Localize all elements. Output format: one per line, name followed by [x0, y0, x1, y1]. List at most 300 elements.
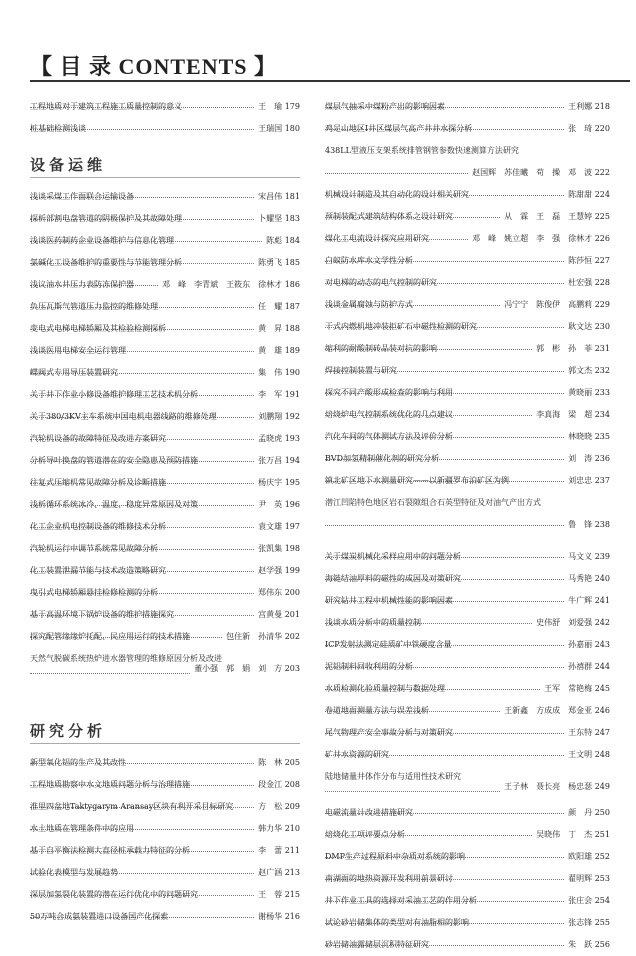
entry-author: 翟明辉 — [568, 874, 593, 883]
toc-entry[interactable] — [325, 96, 610, 118]
entry-author: 刘鹏翔 — [258, 412, 283, 421]
toc-entry[interactable] — [325, 656, 610, 678]
toc-entry[interactable] — [325, 316, 610, 338]
toc-entry[interactable] — [30, 406, 300, 428]
entry-page: 238 — [594, 520, 610, 529]
entry-author: 张凯集 — [258, 544, 283, 553]
entry-title: 镇北矿区地下水测量研究——以新疆罗布泊矿区为例 — [325, 476, 509, 485]
entry-author-page — [255, 544, 300, 554]
toc-entry[interactable] — [325, 272, 610, 294]
entry-page: 218 — [594, 102, 610, 111]
entry-author-page — [565, 750, 610, 760]
entry-title: 试论砂岩储集体的类型对有油脂相的影响 — [325, 918, 469, 927]
entry-title: 试验化表模型与发展趋势 — [30, 868, 118, 877]
entry-author: 王 瑜 — [258, 102, 283, 111]
toc-entry[interactable] — [30, 774, 300, 796]
entry-page: 256 — [594, 940, 610, 949]
entry-title: 蝶阀式专用导压装置研究 — [30, 368, 118, 377]
entry-title: 变电式电梯电梯轿厢及其检验检测探析 — [30, 324, 166, 333]
toc-entry[interactable] — [325, 404, 610, 426]
entry-author-page — [469, 168, 610, 178]
entry-page: 203 — [284, 664, 300, 673]
entry-author-page — [255, 802, 300, 812]
entry-page: 234 — [594, 410, 610, 419]
entry-title: 探析部割电盘管道的阴极保护及其故障处理 — [30, 214, 182, 223]
toc-entry[interactable] — [30, 450, 300, 472]
entry-page: 185 — [284, 258, 300, 267]
entry-title: 天然气脱碳系统热炉进水器管理的维修原因分析及改进 — [30, 654, 222, 662]
entry-page: 181 — [284, 192, 300, 201]
entry-title: 化工企业机电控制设备的维修技术分析 — [30, 522, 166, 531]
entry-title: 438LL型液压支架系统排管钢管参数快速测算方法研究 — [325, 146, 519, 155]
entry-page: 248 — [594, 750, 610, 759]
entry-page: 253 — [594, 874, 610, 883]
entry-author-page — [565, 366, 610, 376]
entry-title: 浅议油水井压力表防冻保护器 — [30, 280, 134, 289]
entry-page: 242 — [594, 618, 610, 627]
toc-entry[interactable] — [325, 426, 610, 448]
entry-title: 深层加氢裂化装置的潜在运行优化中的问题研究 — [30, 890, 198, 899]
toc-entry[interactable] — [325, 250, 610, 272]
toc-entry[interactable] — [325, 700, 610, 722]
toc-entry[interactable] — [30, 208, 300, 230]
entry-title: 浅谈医用电梯安全运行管理 — [30, 346, 126, 355]
section-header — [30, 144, 300, 182]
entry-author: 王新鑫 方成成 郑金亚 — [504, 706, 593, 715]
entry-page: 226 — [594, 234, 610, 243]
entry-author-page — [191, 664, 300, 674]
entry-author-page — [255, 434, 300, 444]
entry-page: 249 — [594, 782, 610, 791]
entry-title: 焙烧炉电气控制系统优化的几点建议 — [325, 410, 453, 419]
toc-entry[interactable] — [30, 96, 300, 118]
entry-page: 201 — [284, 610, 300, 619]
entry-title: 浅谈金属腐蚀与防护方式 — [325, 300, 413, 309]
entry-author: 包住新 孙清华 — [226, 632, 283, 641]
toc-entry[interactable] — [325, 802, 610, 824]
entry-page: 191 — [284, 390, 300, 399]
entry-title: 煤层气抽采中煤粉产出的影响因素 — [325, 102, 445, 111]
entry-page: 255 — [594, 918, 610, 927]
entry-title: 泥铝制料回收利用的分析 — [325, 662, 413, 671]
toc-entry[interactable] — [30, 516, 300, 538]
toc-entry[interactable] — [30, 384, 300, 406]
toc-entry[interactable] — [325, 382, 610, 404]
entry-author-page — [255, 588, 300, 598]
entry-author: 李 军 — [258, 390, 283, 399]
entry-author-page — [255, 412, 300, 422]
entry-author: 李真海 梁 超 — [536, 410, 593, 419]
entry-author-page — [565, 852, 610, 862]
entry-author-page — [255, 102, 300, 112]
toc-entry[interactable] — [325, 492, 610, 514]
entry-title: DMP生产过程原料中杂质对系统的影响 — [325, 852, 465, 861]
entry-author-page — [565, 808, 610, 818]
entry-author: 王军 常艳梅 — [544, 684, 593, 693]
entry-title: 电磁流量计改进措施研究 — [325, 808, 413, 817]
entry-author-page — [565, 574, 610, 584]
toc-entry[interactable] — [30, 840, 300, 862]
entry-title: 浅析循环系统冰冷、温度、稳度异常原因及对策 — [30, 500, 198, 509]
entry-author-page — [255, 124, 300, 134]
toc-entry[interactable] — [30, 818, 300, 840]
entry-author: 邓 峰 姚立超 李 强 徐林才 — [472, 234, 593, 243]
entry-page: 195 — [284, 478, 300, 487]
entry-author-page — [255, 214, 300, 224]
entry-title: 砂岩储油露储层沉积特征研究 — [325, 940, 429, 949]
toc-entry[interactable] — [325, 868, 610, 890]
entry-author: 赵国辉 苏佳曦 苟 操 邓 波 — [472, 168, 593, 177]
toc-entry[interactable] — [30, 862, 300, 884]
entry-author-page — [565, 940, 610, 950]
toc-entry[interactable] — [325, 890, 610, 912]
entry-author-page — [565, 278, 610, 288]
entry-author-page — [255, 302, 300, 312]
entry-author: 欧阳雄 — [568, 852, 593, 861]
entry-author-page — [255, 478, 300, 488]
entry-page: 193 — [284, 434, 300, 443]
entry-author-page — [255, 324, 300, 334]
entry-author-page — [255, 456, 300, 466]
entry-author-page — [565, 640, 610, 650]
entry-title: 浅谈水质分析中的质量控制 — [325, 618, 421, 627]
entry-page: 198 — [284, 544, 300, 553]
toc-entry[interactable] — [30, 582, 300, 604]
entry-author-page — [255, 522, 300, 532]
toc-entry[interactable] — [325, 612, 610, 634]
toc-entry[interactable] — [30, 362, 300, 384]
entry-title: BVD加氢精制催化剂的研究分析 — [325, 454, 440, 463]
toc-entry[interactable] — [325, 568, 610, 590]
entry-page: 184 — [284, 236, 300, 245]
entry-author: 冯宁宁 陈俊伊 高鹏莉 — [504, 300, 593, 309]
entry-author: 张 琦 — [568, 124, 593, 133]
entry-title: 陆地储量井体作分布与适用性技术研究 — [325, 772, 461, 780]
entry-author: 王瑞国 — [258, 124, 283, 133]
entry-page: 250 — [594, 808, 610, 817]
entry-author-page — [255, 390, 300, 400]
entry-page: 233 — [594, 388, 610, 397]
entry-author: 王子林 聂长亮 杨忠瑟 — [504, 782, 593, 791]
entry-author-page — [255, 758, 300, 768]
toc-entry[interactable] — [30, 560, 300, 582]
entry-title: 干式内燃机地冲装拒矿石中磁性检测的研究 — [325, 322, 477, 331]
entry-page: 241 — [594, 596, 610, 605]
entry-author-page — [565, 190, 610, 200]
entry-author-page — [565, 520, 610, 530]
section-header — [30, 710, 300, 748]
entry-author-page — [565, 432, 610, 442]
entry-author-page — [565, 256, 610, 266]
entry-author: 郭 彬 孙 菲 — [536, 344, 593, 353]
entry-author: 杜宏强 — [568, 278, 593, 287]
entry-author: 王文明 — [568, 750, 593, 759]
entry-author: 孙禧群 — [568, 662, 593, 671]
section-rule — [30, 177, 300, 178]
entry-author: 黄 昇 — [258, 324, 283, 333]
entry-author-page — [565, 476, 610, 486]
entry-title: 卷道地面测量方法与误差浅析 — [325, 706, 429, 715]
toc-entry[interactable] — [30, 494, 300, 516]
entry-author: 马秀艳 — [568, 574, 593, 583]
toc-entry[interactable] — [30, 884, 300, 906]
entry-page: 215 — [284, 890, 300, 899]
entry-author: 从 霖 王 磊 王慧婷 — [504, 212, 593, 221]
entry-title: 汽化车间的气体测试方法及评价分析 — [325, 432, 453, 441]
entry-title: 工程地质对于建筑工程施工质量控制的意义 — [30, 102, 182, 111]
toc-entry[interactable] — [30, 118, 300, 140]
entry-title: 井下作业工具的选择对采油工艺的作用分析 — [325, 896, 477, 905]
entry-author: 袁文雄 — [258, 522, 283, 531]
toc-entry[interactable] — [30, 472, 300, 494]
entry-author-page — [255, 868, 300, 878]
entry-page: 183 — [284, 214, 300, 223]
entry-author: 马文义 — [568, 552, 593, 561]
entry-page: 190 — [284, 368, 300, 377]
entry-page: 236 — [594, 454, 610, 463]
entry-title: 尾气物理产安全事故分析与对策研究 — [325, 728, 453, 737]
entry-author: 颜 丹 — [568, 808, 593, 817]
entry-author: 陈彪 — [266, 236, 283, 245]
entry-page: 186 — [284, 280, 300, 289]
entry-author-page — [263, 236, 300, 246]
entry-title: 浅谈采煤工作面联合运输设备 — [30, 192, 134, 201]
entry-title: 南湖面的地热资源开发利用前景研讨 — [325, 874, 453, 883]
entry-author: 董小强 郭 娟 刘 方 — [194, 664, 283, 673]
toc-entry[interactable] — [325, 184, 610, 206]
entry-page: 187 — [284, 302, 300, 311]
toc-entry[interactable] — [30, 186, 300, 208]
toc-entry[interactable] — [30, 274, 300, 296]
toc-entry[interactable] — [325, 678, 610, 700]
toc-entry[interactable] — [325, 846, 610, 868]
entry-author: 朱 跃 — [568, 940, 593, 949]
entry-title: ICP发射法测定硅质矿中铁硬度含量 — [325, 640, 452, 649]
entry-page: 211 — [284, 846, 300, 855]
entry-author-page — [255, 192, 300, 202]
entry-page: 244 — [594, 662, 610, 671]
entry-author-page — [565, 918, 610, 928]
entry-page: 252 — [594, 852, 610, 861]
entry-author-page — [501, 300, 610, 310]
toc-entry[interactable] — [325, 514, 610, 536]
entry-page: 210 — [284, 824, 300, 833]
toc-entry[interactable] — [325, 934, 610, 956]
toc-entry[interactable] — [30, 296, 300, 318]
entry-page: 208 — [284, 780, 300, 789]
entry-page: 227 — [594, 256, 610, 265]
entry-page: 237 — [594, 476, 610, 485]
entry-page: 246 — [594, 706, 610, 715]
entry-author-page — [501, 212, 610, 222]
toc-entry[interactable] — [325, 162, 610, 184]
entry-author: 谢杨华 — [258, 912, 283, 921]
toc-entry[interactable] — [30, 538, 300, 560]
entry-author: 任 耀 — [258, 302, 283, 311]
entry-author-page — [255, 346, 300, 356]
entry-title: 汽轮机设备的故障特征及改进方案研究 — [30, 434, 166, 443]
toc-entry[interactable] — [325, 448, 610, 470]
entry-author-page — [565, 662, 610, 672]
toc-entry[interactable] — [325, 206, 610, 228]
entry-author: 孟晓虎 — [258, 434, 283, 443]
toc-entry[interactable] — [325, 634, 610, 656]
entry-page: 197 — [284, 522, 300, 531]
toc-entry[interactable] — [325, 228, 610, 250]
entry-author-page — [159, 280, 300, 290]
entry-author: 郑伟东 — [258, 588, 283, 597]
entry-page: 254 — [594, 896, 610, 905]
toc-entry[interactable] — [325, 824, 610, 846]
entry-page: 202 — [284, 632, 300, 641]
entry-author: 尹 英 — [258, 500, 283, 509]
toc-entry[interactable] — [325, 780, 610, 798]
toc-entry[interactable] — [325, 590, 610, 612]
entry-page: 194 — [284, 456, 300, 465]
toc-entry[interactable] — [30, 230, 300, 252]
entry-title: 淮里四盆地Taktygarym Aransay区块有利开采目标研究 — [30, 802, 234, 811]
entry-author: 方 松 — [258, 802, 283, 811]
toc-entry[interactable] — [30, 752, 300, 774]
entry-title: 矿井水资源的研究 — [325, 750, 389, 759]
entry-page: 192 — [284, 412, 300, 421]
entry-author-page — [501, 782, 610, 792]
left-column — [30, 96, 300, 928]
entry-title: 往复式压缩机常见故障分析及诊断措施 — [30, 478, 166, 487]
entry-title: 煤化工电流设计探究应用研究 — [325, 234, 429, 243]
entry-title: 氯碱化工设备维护的重要性与节能管理分析 — [30, 258, 182, 267]
entry-author: 刘忠忠 — [568, 476, 593, 485]
entry-author: 张志锋 — [568, 918, 593, 927]
entry-author: 宋昌伟 — [258, 192, 283, 201]
entry-author-page — [255, 846, 300, 856]
entry-title: 机械设计制造及其自动化的设计相关研究 — [325, 190, 469, 199]
toc-entry[interactable] — [325, 294, 610, 316]
entry-title: 工程地质勘察中水文地质问题分析与治理措施 — [30, 780, 190, 789]
entry-page: 228 — [594, 278, 610, 287]
entry-author: 黄晓丽 — [568, 388, 593, 397]
entry-author: 郭文杰 — [568, 366, 593, 375]
entry-page: 245 — [594, 684, 610, 693]
entry-title: 研究钻井工程中机械性能的影响因素 — [325, 596, 453, 605]
toc-entry[interactable] — [30, 648, 300, 662]
entry-author: 陈 林 — [258, 758, 283, 767]
toc-entry[interactable] — [325, 470, 610, 492]
entry-author-page — [255, 500, 300, 510]
entry-page: 224 — [594, 190, 610, 199]
entry-page: 225 — [594, 212, 610, 221]
entry-title: 50万吨合成氨装置进口设备国产化探索 — [30, 912, 169, 921]
contents-title: 【 目 录 CONTENTS 】 — [30, 54, 278, 79]
entry-author-page — [255, 258, 300, 268]
entry-page: 239 — [594, 552, 610, 561]
entry-title: 新型氧化铝的生产及其改性 — [30, 758, 126, 767]
right-column — [325, 96, 610, 956]
toc-entry[interactable] — [325, 546, 610, 568]
toc-entry[interactable] — [30, 626, 300, 648]
entry-page: 247 — [594, 728, 610, 737]
entry-title: 化工装置泄漏节能与技术改造策略研究 — [30, 566, 166, 575]
entry-page: 235 — [594, 432, 610, 441]
entry-author-page — [533, 344, 610, 354]
entry-title: 基于自平衡法检测大直径桩承载力特征的分析 — [30, 846, 190, 855]
entry-author: 吴晓伟 丁 杰 — [536, 830, 593, 839]
entry-author: 张万昌 — [258, 456, 283, 465]
entry-title: 水质检测化验质量控制与数据处理 — [325, 684, 445, 693]
toc-entry[interactable] — [30, 906, 300, 928]
toc-entry[interactable] — [325, 722, 610, 744]
entry-page: 213 — [284, 868, 300, 877]
entry-page: 209 — [284, 802, 300, 811]
toc-entry[interactable] — [30, 796, 300, 818]
entry-page: 188 — [284, 324, 300, 333]
entry-author: 杨庆宇 — [258, 478, 283, 487]
entry-title: 潜江凹陷特色地区岩石裂隙组合石英型特征及对油气产出方式 — [325, 498, 541, 507]
entry-author-page — [565, 874, 610, 884]
toc-entry[interactable] — [30, 340, 300, 362]
entry-author-page — [255, 824, 300, 834]
entry-page: 199 — [284, 566, 300, 575]
entry-page: 179 — [284, 102, 300, 111]
entry-author-page — [565, 552, 610, 562]
entry-page: 220 — [594, 124, 610, 133]
toc-entry[interactable] — [30, 428, 300, 450]
toc-entry[interactable] — [30, 318, 300, 340]
entry-page: 243 — [594, 640, 610, 649]
entry-author: 陈勇飞 — [258, 258, 283, 267]
entry-author: 王东特 — [568, 728, 593, 737]
toc-entry[interactable] — [325, 744, 610, 766]
entry-author-page — [565, 896, 610, 906]
entry-title: 海链结油厚料的磁性的成因及对策研究 — [325, 574, 461, 583]
entry-page: 200 — [284, 588, 300, 597]
entry-author: 刘 涛 — [568, 454, 593, 463]
entry-page: 230 — [594, 322, 610, 331]
entry-title: 桩基础检测浅谈 — [30, 124, 86, 133]
section-rule — [30, 743, 300, 744]
entry-title: 焙烧化工项评要点分析 — [325, 830, 405, 839]
entry-author-page — [565, 454, 610, 464]
entry-author-page — [565, 102, 610, 112]
toc-entry[interactable] — [30, 252, 300, 274]
entry-author-page — [223, 632, 300, 642]
entry-author: 黄 雄 — [258, 346, 283, 355]
entry-author: 赵学强 — [258, 566, 283, 575]
entry-page: 240 — [594, 574, 610, 583]
entry-author-page — [469, 234, 610, 244]
entry-author: 陈莎恒 — [568, 256, 593, 265]
entry-author: 宫黄曼 — [258, 610, 283, 619]
entry-author: 鲁 锋 — [568, 520, 593, 529]
entry-author-page — [255, 912, 300, 922]
entry-author-page — [255, 610, 300, 620]
entry-author: 张庄会 — [568, 896, 593, 905]
toc-entry[interactable] — [325, 118, 610, 140]
entry-author-page — [533, 410, 610, 420]
entry-author-page — [565, 124, 610, 134]
toc-entry[interactable] — [325, 140, 610, 162]
toc-entry[interactable] — [325, 766, 610, 780]
entry-title: 基于高温环境下锅炉设备的维护措施探究 — [30, 610, 174, 619]
toc-entry[interactable] — [30, 662, 300, 680]
entry-author-page — [565, 596, 610, 606]
toc-entry[interactable] — [325, 912, 610, 934]
toc-entry[interactable] — [325, 360, 610, 382]
toc-entry[interactable] — [30, 604, 300, 626]
entry-author: 孙嘉丽 — [568, 640, 593, 649]
toc-entry[interactable] — [325, 338, 610, 360]
entry-title: 关于380/3KV主车系统中国电机电器线路的维修处理 — [30, 412, 217, 421]
